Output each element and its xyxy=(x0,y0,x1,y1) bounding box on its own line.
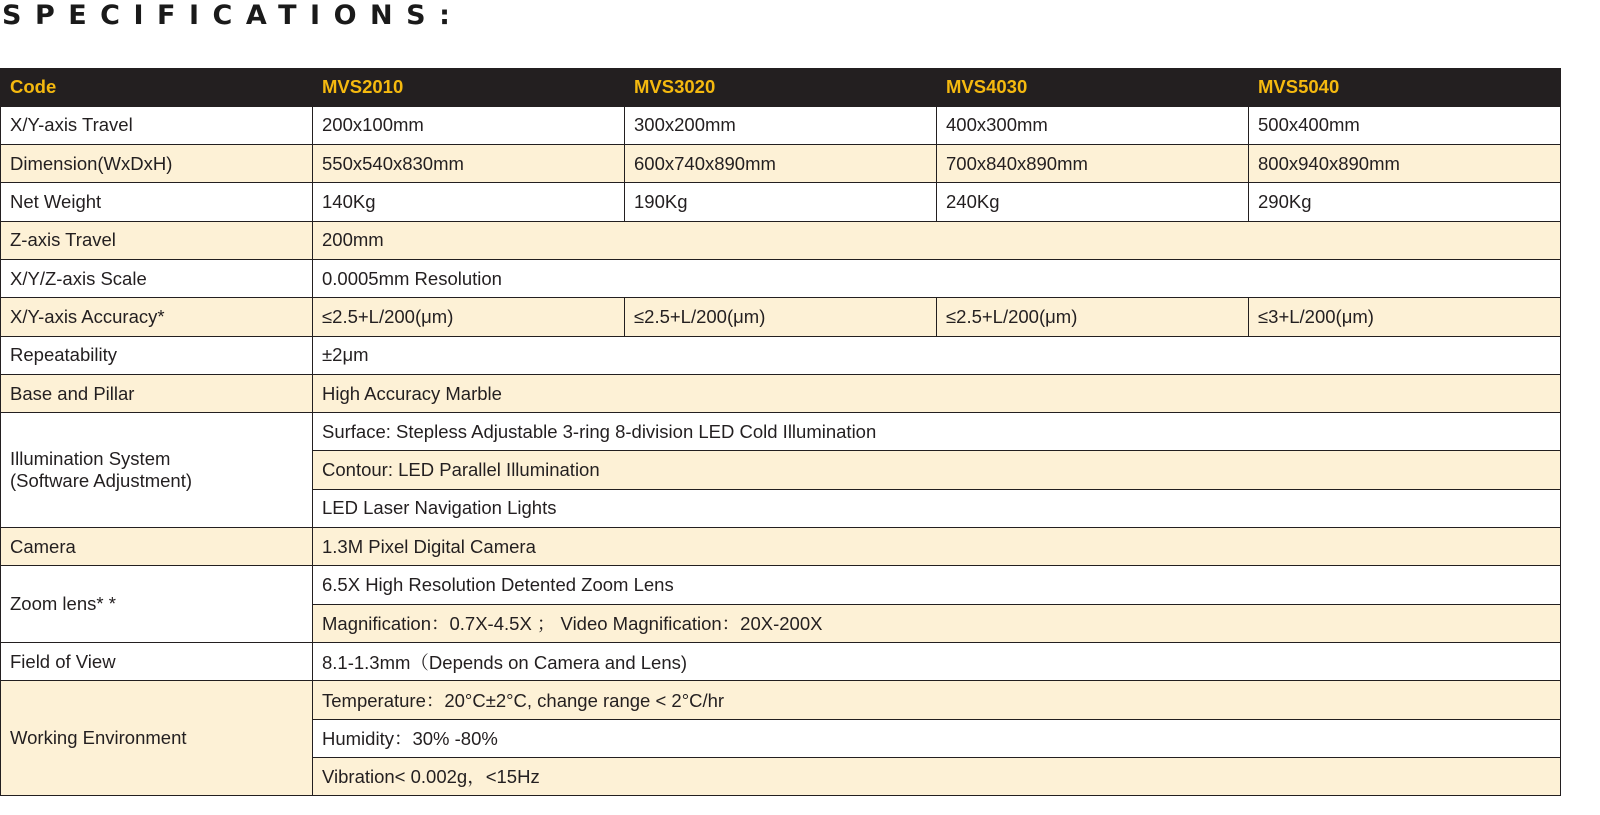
page-title: SPECIFICATIONS: xyxy=(2,0,464,31)
table-cell: 290Kg xyxy=(1249,183,1561,221)
header-model-mvs5040: MVS5040 xyxy=(1249,68,1561,106)
table-cell: 6.5X High Resolution Detented Zoom Lens xyxy=(313,566,1561,604)
table-row-net-weight xyxy=(1,183,1561,221)
row-label: Camera xyxy=(1,528,313,566)
table-row-xyz-scale xyxy=(1,259,1561,297)
row-label: Net Weight xyxy=(1,183,313,221)
header-model-mvs4030: MVS4030 xyxy=(937,68,1249,106)
table-row-field-of-view xyxy=(1,642,1561,680)
table-cell: 700x840x890mm xyxy=(937,145,1249,183)
table-row-camera xyxy=(1,528,1561,566)
row-label: Repeatability xyxy=(1,336,313,374)
table-cell: 400x300mm xyxy=(937,106,1249,144)
row-label: X/Y/Z-axis Scale xyxy=(1,259,313,297)
table-row-illumination xyxy=(1,413,1561,451)
table-row-repeatability xyxy=(1,336,1561,374)
row-label: Zoom lens* * xyxy=(1,566,313,643)
table-cell: 0.0005mm Resolution xyxy=(313,259,1561,297)
table-row-z-travel xyxy=(1,221,1561,259)
row-label: Working Environment xyxy=(1,681,313,796)
table-cell: Humidity：30% -80% xyxy=(313,719,1561,757)
table-cell: LED Laser Navigation Lights xyxy=(313,489,1561,527)
row-label: X/Y-axis Accuracy* xyxy=(1,298,313,336)
header-code: Code xyxy=(1,68,313,106)
table-cell: ±2μm xyxy=(313,336,1561,374)
table-header xyxy=(1,68,1561,106)
table-cell: 600x740x890mm xyxy=(625,145,937,183)
table-cell: 1.3M Pixel Digital Camera xyxy=(313,528,1561,566)
table-row-xy-accuracy xyxy=(1,298,1561,336)
row-label: Z-axis Travel xyxy=(1,221,313,259)
table-cell: Temperature：20°C±2°C, change range < 2°C/hr xyxy=(313,681,1561,719)
table-cell: 190Kg xyxy=(625,183,937,221)
table-cell: 800x940x890mm xyxy=(1249,145,1561,183)
table-cell: Contour: LED Parallel Illumination xyxy=(313,451,1561,489)
table-cell: 140Kg xyxy=(313,183,625,221)
header-model-mvs3020: MVS3020 xyxy=(625,68,937,106)
table-cell: 300x200mm xyxy=(625,106,937,144)
table-cell: Surface: Stepless Adjustable 3-ring 8-division LED Cold Illumination xyxy=(313,413,1561,451)
row-label: X/Y-axis Travel xyxy=(1,106,313,144)
header-model-mvs2010: MVS2010 xyxy=(313,68,625,106)
table-cell: ≤2.5+L/200(μm) xyxy=(313,298,625,336)
row-label-line: (Software Adjustment) xyxy=(10,470,192,492)
row-label: Dimension(WxDxH) xyxy=(1,145,313,183)
table-cell: Magnification：0.7X-4.5X ； Video Magnification：20X-200X xyxy=(313,604,1561,642)
table-row-dimension xyxy=(1,145,1561,183)
table-cell: 550x540x830mm xyxy=(313,145,625,183)
table-cell: 200x100mm xyxy=(313,106,625,144)
table-row-xy-travel xyxy=(1,106,1561,144)
row-label-illumination xyxy=(1,413,313,528)
table-row-working-environment xyxy=(1,681,1561,719)
row-label: Base and Pillar xyxy=(1,374,313,412)
table-cell: High Accuracy Marble xyxy=(313,374,1561,412)
table-cell: 240Kg xyxy=(937,183,1249,221)
table-cell: ≤2.5+L/200(μm) xyxy=(625,298,937,336)
table-row-zoom-lens xyxy=(1,566,1561,604)
table-cell: 8.1-1.3mm（Depends on Camera and Lens) xyxy=(313,642,1561,680)
table-cell: Vibration< 0.002g，<15Hz xyxy=(313,757,1561,795)
table-row-base-pillar xyxy=(1,374,1561,412)
table-cell: ≤2.5+L/200(μm) xyxy=(937,298,1249,336)
table-cell: 500x400mm xyxy=(1249,106,1561,144)
row-label-line: Illumination System xyxy=(10,448,171,470)
table-cell: ≤3+L/200(μm) xyxy=(1249,298,1561,336)
row-label: Field of View xyxy=(1,642,313,680)
header-row xyxy=(1,68,1561,106)
specifications-table xyxy=(0,68,1561,796)
table-cell: 200mm xyxy=(313,221,1561,259)
